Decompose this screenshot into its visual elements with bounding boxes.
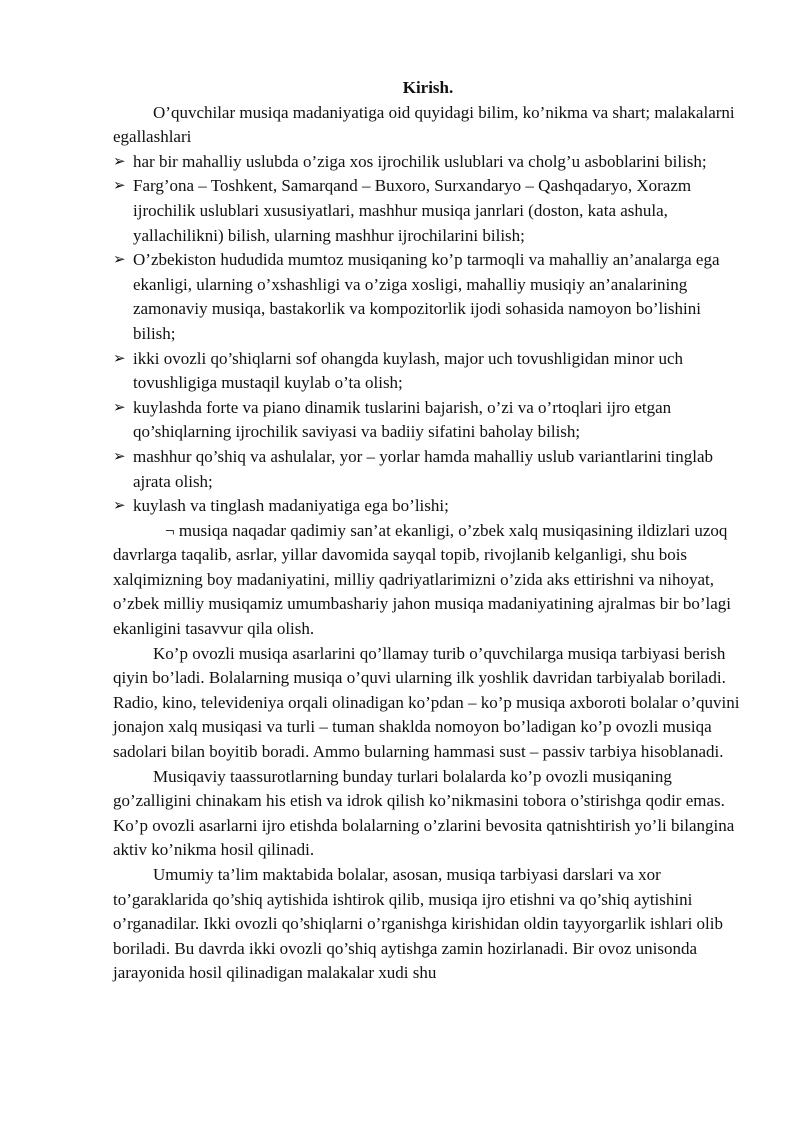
list-item bbox=[113, 494, 743, 519]
list-item-text: mashhur qo’shiq va ashulalar, yor – yorlar hamda mahalliy uslub variantlarini tinglab ajrata olish; bbox=[133, 446, 714, 491]
body-paragraph: Ko’p ovozli musiqa asarlarini qo’llamay turib o’quvchilarga musiqa tarbiyasi berish qiyin bo’ladi. Bolalarning musiqa o’quvi ularning ilk yoshlik davridan tarbiyalab boriladi. Radio, kino, televideniya orqali olinadigan ko’pdan – ko’p musiqa axboroti bolalar o’quvini jonajon xalq musiqasi va turli – tuman shaklda nomoyon bo’ladigan ko’p ovozli musiqa sadolari bilan boyitib boradi. Ammo bularning hammasi sust – passiv tarbiya hisoblanadi. bbox=[113, 643, 740, 762]
list-item-text: O’zbekiston hududida mumtoz musiqaning ko’p tarmoqli va mahalliy an’analarga ega ekanligi, ularning o’xshashligi va o’ziga xosligi, mahalliy musiqiy an’analarining zamonaviy musiqa, bastakorlik va kompozitorlik ijodi sohasida namoyon bo’lishini bilish; bbox=[133, 250, 720, 343]
list-item bbox=[113, 174, 743, 248]
intro-paragraph: O’quvchilar musiqa madaniyatiga oid quyidagi bilim, ko’nikma va shart; malakalarni egallashlari bbox=[113, 102, 735, 147]
arrow-bullet-icon: ➢ bbox=[113, 178, 126, 195]
arrow-bullet-icon: ➢ bbox=[113, 153, 126, 170]
list-item bbox=[113, 150, 743, 175]
list-item bbox=[113, 396, 743, 445]
list-item-text: kuylashda forte va piano dinamik tuslarini bajarish, o’zi va o’rtoqlari ijro etgan qo’shiqlarning ijrochilik saviyasi va badiiy sifatini baholay bilish; bbox=[133, 397, 672, 442]
arrow-bullet-icon: ➢ bbox=[113, 252, 126, 269]
arrow-bullet-icon: ➢ bbox=[113, 448, 126, 465]
body-paragraph: Umumiy ta’lim maktabida bolalar, asosan, musiqa tarbiyasi darslari va xor to’garaklarida qo’shiq aytishida ishtirok qilib, musiqa ijro etishni va qo’shiq aytishini o’rganadilar. Ikki ovozli qo’shiqlarni o’rganishga kirishidan oldin tayyorgarlik ishlari olib boriladi. Bu davrda ikki ovozli qo’shiq aytishga zamin hozirlanadi. Bir ovoz unisonda jarayonida hosil qilinadigan malakalar xudi shu bbox=[113, 865, 724, 983]
list-item bbox=[113, 445, 743, 494]
list-item-text: Farg’ona – Toshkent, Samarqand – Buxoro, Surxandaryo – Qashqadaryo, Xorazm ijrochilik uslublari xususiyatlari, mashhur musiqa janrlari (doston, kata ashula, yallachilikni) bilish, ularning mashhur ijrochilarini bilish; bbox=[133, 176, 692, 245]
arrow-bullet-icon: ➢ bbox=[113, 350, 126, 367]
document-page bbox=[113, 76, 743, 986]
body-paragraph: Musiqaviy taassurotlarning bunday turlari bolalarda ko’p ovozli musiqaning go’zalligini chinakam his etish va idrok qilish ko’nikmasini tobora o’stirishga qodir emas. Ko’p ovozli asarlarni ijro etishda bolalarning o’zlarini bevosita qatnishtirish yo’li bilangina aktiv ko’nikma hosil qilinadi. bbox=[113, 766, 735, 860]
list-item-text: ikki ovozli qo’shiqlarni sof ohangda kuylash, major uch tovushligidan minor uch tovushligiga mustaqil kuylab o’ta olish; bbox=[133, 348, 684, 393]
list-item bbox=[113, 248, 743, 346]
arrow-bullet-icon: ➢ bbox=[113, 498, 126, 515]
list-item-text: har bir mahalliy uslubda o’ziga xos ijrochilik uslublari va cholg’u asboblarini bilish; bbox=[133, 151, 707, 171]
document-title: Kirish. bbox=[402, 78, 454, 97]
heritage-paragraph: ¬ musiqa naqadar qadimiy san’at ekanligi, o’zbek xalq musiqasining ildizlari uzoq davrlarga taqalib, asrlar, yillar davomida sayqal topib, rivojlanib kelganligi, shu bois xalqimizning boy madaniyatini, milliy qadriyatlarimizni o’zida aks ettirishni va nihoyat, o’zbek milliy musiqamiz umumbashariy jahon musiqa madaniyatining ajralmas bir bo’lagi ekanligini tasavvur qila olish. bbox=[113, 520, 732, 639]
list-item bbox=[113, 347, 743, 396]
list-item-text: kuylash va tinglash madaniyatiga ega bo’lishi; bbox=[133, 496, 449, 516]
requirements-list bbox=[113, 150, 743, 519]
arrow-bullet-icon: ➢ bbox=[113, 399, 126, 416]
